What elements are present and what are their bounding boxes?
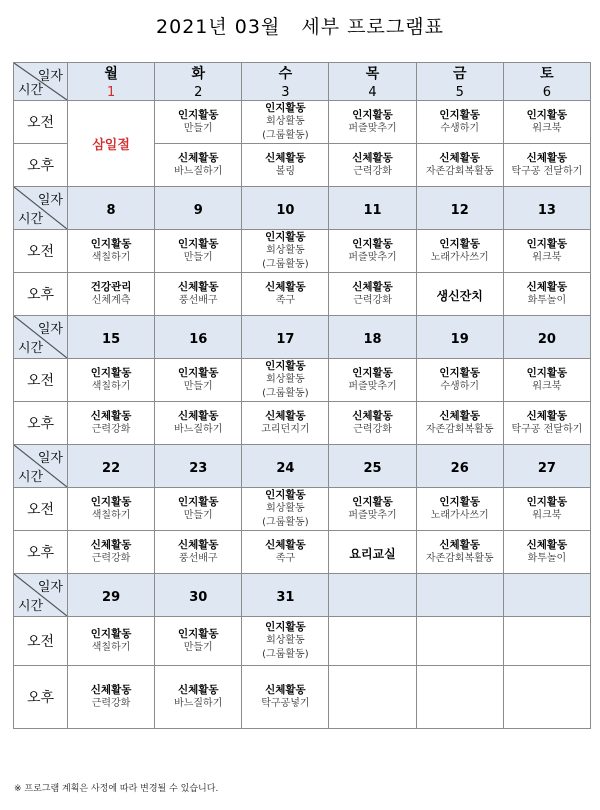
- weekday-name: 수: [278, 66, 293, 82]
- activity-name: 만들기: [183, 123, 213, 134]
- pm-row: [14, 666, 591, 729]
- activity-name: (그룹활동): [262, 388, 309, 399]
- date-number: 8: [106, 202, 116, 218]
- activity-category: 건강관리: [90, 281, 132, 293]
- activity-cell: [242, 402, 329, 445]
- activity-name: 회상활동: [266, 503, 305, 514]
- activity-category: 신체활동: [265, 152, 306, 164]
- date-number: 12: [450, 202, 469, 218]
- am-label: 오전: [14, 359, 68, 402]
- activity-category: 신체활동: [439, 539, 480, 551]
- activity-category: 인지활동: [177, 367, 219, 379]
- time-label: 시간: [18, 341, 44, 356]
- date-number: 20: [537, 331, 556, 347]
- activity-name: 탁구공 전달하기: [511, 424, 583, 435]
- date-time-corner-cell: [14, 574, 68, 617]
- activity-category: 신체활동: [265, 684, 306, 696]
- date-number: 29: [102, 589, 121, 605]
- activity-category: 신체활동: [352, 152, 393, 164]
- activity-cell: [329, 531, 416, 574]
- date-label: 일자: [37, 580, 63, 595]
- activity-category: 인지활동: [265, 621, 306, 633]
- date-label: 일자: [37, 451, 63, 466]
- date-cell: [155, 316, 242, 359]
- activity-name: 노래가사쓰기: [430, 252, 489, 263]
- date-number: 13: [537, 202, 556, 218]
- activity-category: 인지활동: [352, 496, 393, 508]
- week-header-row: [14, 574, 591, 617]
- date-number: 19: [450, 331, 469, 347]
- activity-cell: [503, 101, 590, 144]
- am-label: 오전: [14, 101, 68, 144]
- activity-name: 고리던지기: [261, 424, 310, 435]
- activity-name: 바느질하기: [174, 424, 223, 435]
- date-cell: [329, 316, 416, 359]
- pm-row: [14, 273, 591, 316]
- activity-cell: [329, 144, 416, 187]
- activity-cell: [155, 144, 242, 187]
- activity-name: 색칠하기: [91, 381, 131, 392]
- activity-cell: [155, 666, 242, 729]
- weekday-name: 화: [191, 66, 205, 82]
- activity-name: 족구: [275, 553, 296, 564]
- activity-cell: [416, 402, 503, 445]
- activity-name: 만들기: [183, 642, 213, 653]
- activity-cell: [155, 617, 242, 666]
- date-cell: [503, 316, 590, 359]
- activity-cell: [242, 144, 329, 187]
- activity-category: 인지활동: [177, 496, 219, 508]
- activity-cell: [242, 230, 329, 273]
- date-number: 18: [363, 331, 382, 347]
- activity-cell: [416, 144, 503, 187]
- activity-category: 인지활동: [439, 109, 480, 121]
- activity-category: 인지활동: [526, 367, 568, 379]
- activity-name: 신체계측: [91, 295, 131, 306]
- activity-name: 회상활동: [266, 245, 305, 256]
- activity-name: 자존감회복활동: [425, 553, 494, 564]
- activity-cell: [503, 144, 590, 187]
- date-time-corner-cell: [14, 316, 68, 359]
- activity-category: 인지활동: [526, 238, 568, 250]
- activity-cell: [68, 488, 155, 531]
- date-cell: [242, 574, 329, 617]
- activity-category: 인지활동: [439, 496, 480, 508]
- date-cell: [503, 63, 590, 101]
- pm-row: [14, 531, 591, 574]
- am-row: [14, 617, 591, 666]
- time-label: 시간: [18, 599, 44, 614]
- activity-cell: [416, 531, 503, 574]
- date-number: 4: [368, 85, 377, 100]
- activity-cell: [68, 402, 155, 445]
- activity-category: 인지활동: [90, 367, 132, 379]
- am-row: [14, 488, 591, 531]
- activity-cell: [503, 531, 590, 574]
- activity-cell: [68, 359, 155, 402]
- activity-category: 인지활동: [90, 496, 132, 508]
- activity-name: 화투놀이: [527, 553, 567, 564]
- am-row: [14, 359, 591, 402]
- activity-name: 근력강화: [353, 166, 392, 177]
- date-number: 15: [102, 331, 121, 347]
- activity-cell: [416, 273, 503, 316]
- date-cell: [242, 445, 329, 488]
- activity-name: 퍼즐맞추기: [348, 381, 397, 392]
- activity-category: 인지활동: [90, 628, 132, 640]
- activity-category: 인지활동: [177, 109, 219, 121]
- activity-name: 바느질하기: [174, 698, 223, 709]
- activity-name: 만들기: [183, 381, 213, 392]
- week-header-row: [14, 445, 591, 488]
- date-time-corner-cell: [14, 63, 68, 101]
- activity-category: 신체활동: [177, 152, 219, 164]
- activity-cell: [329, 666, 416, 729]
- am-row: [14, 230, 591, 273]
- date-cell: [68, 63, 155, 101]
- pm-row: [14, 402, 591, 445]
- date-cell: [329, 187, 416, 230]
- date-number: 1: [106, 85, 116, 100]
- time-label: 시간: [18, 212, 44, 227]
- activity-cell: [503, 617, 590, 666]
- date-number: 24: [276, 460, 295, 476]
- activity-cell: [329, 273, 416, 316]
- date-number: 31: [276, 589, 295, 605]
- activity-cell: [155, 230, 242, 273]
- activity-cell: [155, 488, 242, 531]
- week-header-row: [14, 316, 591, 359]
- date-cell: [68, 574, 155, 617]
- special-event: 요리교실: [349, 546, 396, 561]
- activity-cell: [416, 359, 503, 402]
- weekday-name: 금: [452, 66, 467, 82]
- activity-category: 인지활동: [352, 238, 393, 250]
- page-title: 2021년 03월 세부 프로그램표: [156, 16, 444, 38]
- schedule-table: [13, 62, 591, 729]
- activity-cell: [329, 617, 416, 666]
- date-number: 6: [542, 85, 552, 100]
- activity-name: 수생하기: [440, 381, 480, 392]
- activity-category: 신체활동: [526, 410, 568, 422]
- activity-name: 회상활동: [266, 635, 305, 646]
- activity-name: (그룹활동): [262, 259, 309, 270]
- date-cell: [68, 445, 155, 488]
- date-cell: [329, 574, 416, 617]
- activity-category: 인지활동: [439, 238, 480, 250]
- activity-name: 족구: [275, 295, 296, 306]
- date-cell: [416, 574, 503, 617]
- pm-label: 오후: [14, 666, 68, 729]
- pm-label: 오후: [14, 531, 68, 574]
- activity-cell: [416, 101, 503, 144]
- activity-name: (그룹활동): [262, 130, 309, 141]
- activity-cell: [68, 617, 155, 666]
- activity-cell: [68, 273, 155, 316]
- activity-category: 신체활동: [177, 684, 219, 696]
- activity-category: 신체활동: [439, 410, 480, 422]
- activity-name: 바느질하기: [174, 166, 223, 177]
- activity-cell: [329, 230, 416, 273]
- activity-cell: [155, 402, 242, 445]
- activity-category: 신체활동: [526, 539, 568, 551]
- activity-cell: [416, 666, 503, 729]
- activity-name: 퍼즐맞추기: [348, 252, 397, 263]
- time-label: 시간: [18, 470, 44, 485]
- activity-category: 인지활동: [526, 496, 568, 508]
- date-number: 16: [189, 331, 208, 347]
- date-number: 5: [455, 85, 464, 100]
- activity-category: 인지활동: [439, 367, 480, 379]
- activity-category: 신체활동: [526, 281, 568, 293]
- date-cell: [416, 316, 503, 359]
- activity-name: 근력강화: [91, 424, 131, 435]
- activity-category: 인지활동: [265, 231, 306, 243]
- activity-cell: [329, 488, 416, 531]
- activity-category: 신체활동: [177, 539, 219, 551]
- weekday-name: 월: [104, 66, 118, 82]
- activity-name: 색칠하기: [91, 252, 131, 263]
- activity-category: 신체활동: [352, 281, 393, 293]
- date-number: 9: [193, 202, 203, 218]
- activity-cell: [242, 101, 329, 144]
- activity-name: 회상활동: [266, 116, 305, 127]
- activity-cell: [503, 230, 590, 273]
- activity-category: 신체활동: [177, 410, 219, 422]
- activity-cell: [503, 488, 590, 531]
- date-time-corner-cell: [14, 187, 68, 230]
- activity-category: 인지활동: [526, 109, 568, 121]
- activity-name: 워크북: [532, 123, 562, 134]
- activity-name: 탁구공 전달하기: [511, 166, 583, 177]
- activity-name: 만들기: [183, 252, 213, 263]
- activity-name: 수생하기: [440, 123, 480, 134]
- week-header-row: [14, 63, 591, 101]
- date-number: 27: [537, 460, 556, 476]
- date-label: 일자: [37, 69, 63, 84]
- footnote: ※ 프로그램 계획은 사정에 따라 변경될 수 있습니다.: [14, 784, 219, 794]
- date-number: 2: [194, 85, 203, 100]
- activity-name: 노래가사쓰기: [430, 510, 489, 521]
- activity-name: 퍼즐맞추기: [348, 123, 397, 134]
- date-cell: [329, 63, 416, 101]
- activity-name: 근력강화: [91, 553, 131, 564]
- activity-category: 신체활동: [265, 410, 306, 422]
- activity-cell: [68, 666, 155, 729]
- activity-category: 신체활동: [265, 539, 306, 551]
- date-number: 17: [276, 331, 295, 347]
- date-number: 30: [189, 589, 208, 605]
- date-cell: [503, 445, 590, 488]
- activity-name: 자존감회복활동: [425, 166, 494, 177]
- activity-category: 신체활동: [90, 684, 132, 696]
- activity-category: 신체활동: [177, 281, 219, 293]
- activity-name: 워크북: [532, 510, 562, 521]
- activity-category: 인지활동: [265, 360, 306, 372]
- date-number: 23: [189, 460, 208, 476]
- pm-label: 오후: [14, 402, 68, 445]
- activity-category: 인지활동: [265, 102, 306, 114]
- activity-cell: [503, 359, 590, 402]
- activity-name: 회상활동: [266, 374, 305, 385]
- date-cell: [503, 574, 590, 617]
- activity-cell: [155, 359, 242, 402]
- activity-cell: [503, 273, 590, 316]
- date-cell: [416, 445, 503, 488]
- date-number: 25: [363, 460, 382, 476]
- activity-cell: [68, 230, 155, 273]
- activity-name: 만들기: [183, 510, 213, 521]
- activity-name: 워크북: [532, 381, 562, 392]
- date-number: 10: [276, 202, 295, 218]
- activity-name: (그룹활동): [262, 649, 309, 660]
- activity-category: 인지활동: [265, 489, 306, 501]
- activity-name: 볼링: [275, 166, 296, 177]
- activity-name: 근력강화: [353, 424, 392, 435]
- date-cell: [155, 445, 242, 488]
- activity-category: 신체활동: [526, 152, 568, 164]
- activity-name: 근력강화: [91, 698, 131, 709]
- date-number: 22: [102, 460, 121, 476]
- activity-category: 인지활동: [177, 628, 219, 640]
- date-cell: [242, 187, 329, 230]
- activity-category: 인지활동: [177, 238, 219, 250]
- activity-category: 신체활동: [90, 410, 132, 422]
- date-cell: [68, 187, 155, 230]
- weekday-name: 토: [540, 66, 554, 82]
- activity-category: 인지활동: [352, 109, 393, 121]
- week-header-row: [14, 187, 591, 230]
- activity-cell: [155, 101, 242, 144]
- activity-cell: [503, 666, 590, 729]
- holiday-label: 삼일절: [92, 138, 130, 153]
- date-cell: [242, 63, 329, 101]
- date-number: 26: [450, 460, 469, 476]
- date-number: 3: [281, 85, 290, 100]
- activity-category: 신체활동: [352, 410, 393, 422]
- activity-name: 색칠하기: [91, 642, 131, 653]
- activity-name: 풍선배구: [178, 553, 218, 564]
- activity-cell: [155, 273, 242, 316]
- date-label: 일자: [37, 322, 63, 337]
- pm-label: 오후: [14, 144, 68, 187]
- date-cell: [329, 445, 416, 488]
- am-label: 오전: [14, 230, 68, 273]
- special-event: 생신잔치: [436, 288, 483, 303]
- am-label: 오전: [14, 488, 68, 531]
- holiday-cell: [68, 101, 155, 187]
- date-cell: [155, 187, 242, 230]
- activity-cell: [242, 273, 329, 316]
- activity-cell: [416, 488, 503, 531]
- activity-category: 인지활동: [90, 238, 132, 250]
- activity-cell: [329, 101, 416, 144]
- date-number: 11: [363, 202, 382, 218]
- activity-category: 신체활동: [265, 281, 306, 293]
- date-cell: [155, 63, 242, 101]
- activity-cell: [329, 402, 416, 445]
- date-label: 일자: [37, 193, 63, 208]
- activity-cell: [416, 617, 503, 666]
- activity-name: 풍선배구: [178, 295, 218, 306]
- activity-cell: [416, 230, 503, 273]
- activity-cell: [503, 402, 590, 445]
- activity-category: 신체활동: [439, 152, 480, 164]
- date-cell: [416, 63, 503, 101]
- date-cell: [503, 187, 590, 230]
- activity-cell: [242, 666, 329, 729]
- activity-category: 인지활동: [352, 367, 393, 379]
- activity-cell: [329, 359, 416, 402]
- activity-cell: [68, 531, 155, 574]
- activity-cell: [242, 488, 329, 531]
- am-row: [14, 101, 591, 144]
- date-cell: [68, 316, 155, 359]
- activity-name: 워크북: [532, 252, 562, 263]
- time-label: 시간: [18, 83, 44, 98]
- activity-cell: [155, 531, 242, 574]
- activity-cell: [242, 617, 329, 666]
- date-time-corner-cell: [14, 445, 68, 488]
- am-label: 오전: [14, 617, 68, 666]
- activity-name: 화투놀이: [527, 295, 567, 306]
- weekday-name: 목: [365, 66, 380, 82]
- activity-name: 퍼즐맞추기: [348, 510, 397, 521]
- date-cell: [155, 574, 242, 617]
- date-cell: [416, 187, 503, 230]
- activity-category: 신체활동: [90, 539, 132, 551]
- activity-name: 색칠하기: [91, 510, 131, 521]
- activity-cell: [242, 359, 329, 402]
- activity-name: 근력강화: [353, 295, 392, 306]
- activity-name: 탁구공넣기: [261, 698, 310, 709]
- pm-label: 오후: [14, 273, 68, 316]
- activity-name: 자존감회복활동: [425, 424, 494, 435]
- date-cell: [242, 316, 329, 359]
- activity-name: (그룹활동): [262, 517, 309, 528]
- activity-cell: [242, 531, 329, 574]
